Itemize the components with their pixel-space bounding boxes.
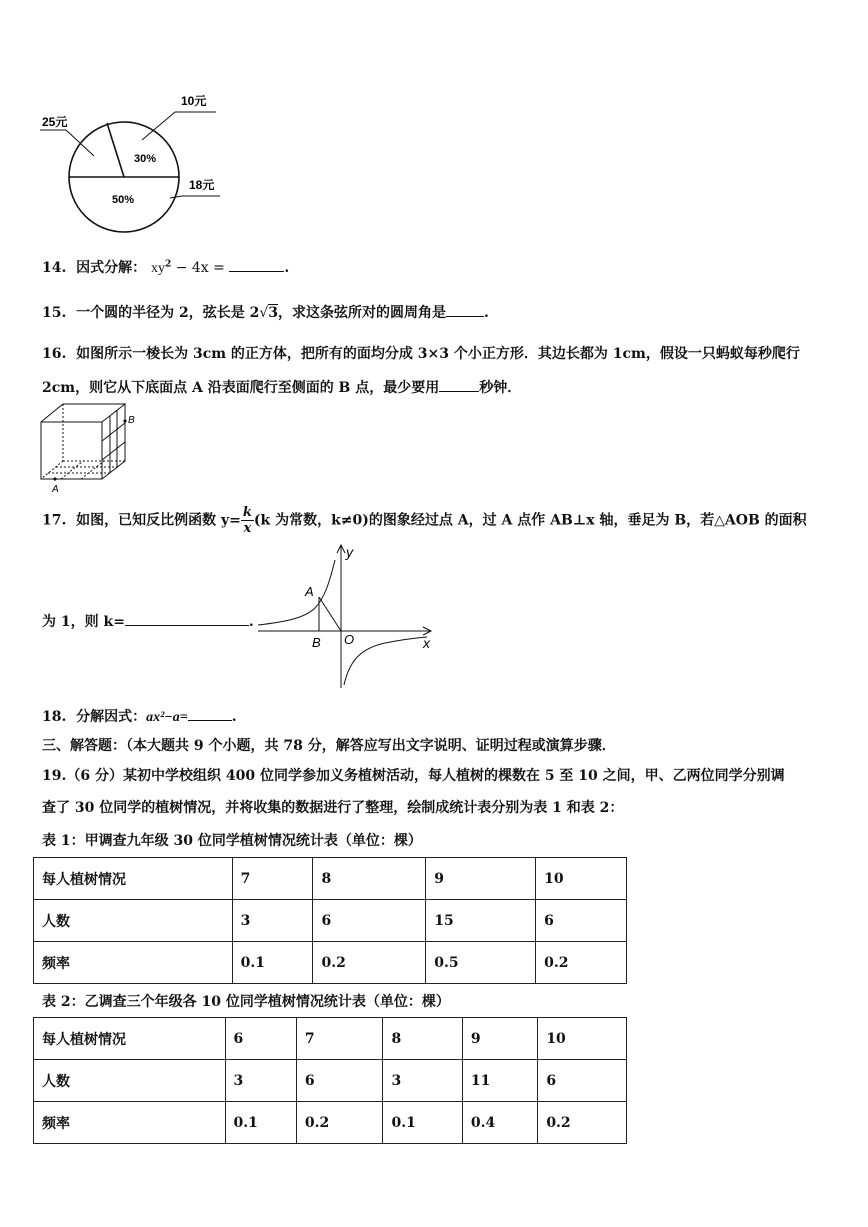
cube-point-b bbox=[123, 419, 126, 422]
label-y: y bbox=[346, 544, 353, 560]
question-16-line-1 bbox=[42, 343, 800, 363]
q17-line2-b: . bbox=[248, 614, 254, 630]
table-1 bbox=[33, 857, 627, 984]
q17-fraction bbox=[241, 505, 254, 536]
hyperbola-figure bbox=[255, 540, 440, 690]
q15-text-a: 一个圆的半径为 2，弦长是 2 bbox=[76, 305, 260, 321]
q17-number: 17. bbox=[42, 512, 67, 529]
q16-line2-a: 2cm，则它从下底面点 A 沿表面爬行至侧面的 B 点，最少要用 bbox=[42, 380, 440, 396]
q15-end: . bbox=[484, 305, 489, 321]
table-2-caption: 表 2：乙调查三个年级各 10 位同学植树情况统计表（单位：棵） bbox=[42, 994, 450, 1010]
table-cell: 6 bbox=[313, 900, 426, 942]
table-cell: 3 bbox=[232, 900, 313, 942]
q15-answer-blank[interactable] bbox=[446, 302, 484, 317]
question-17-line-2 bbox=[42, 611, 254, 631]
hyperbola-branch-left bbox=[258, 560, 335, 625]
table-cell: 6 bbox=[536, 900, 627, 942]
cube-hidden-depth bbox=[41, 461, 63, 479]
table-cell: 0.2 bbox=[296, 1102, 383, 1144]
table-cell: 0.2 bbox=[538, 1102, 627, 1144]
leader-10 bbox=[142, 112, 175, 140]
table-cell: 6 bbox=[225, 1018, 296, 1060]
table-cell: 3 bbox=[225, 1060, 296, 1102]
question-18 bbox=[42, 706, 237, 726]
segment-ao bbox=[319, 597, 341, 631]
q17-answer-blank[interactable] bbox=[125, 611, 249, 626]
table-cell: 0.2 bbox=[313, 942, 426, 984]
q16-answer-blank[interactable] bbox=[439, 377, 479, 392]
table-row bbox=[34, 1060, 627, 1102]
pie-pct-30: 30% bbox=[134, 153, 157, 165]
table-row bbox=[34, 1018, 627, 1060]
label-b: B bbox=[312, 635, 321, 650]
table-cell: 0.5 bbox=[426, 942, 536, 984]
q18-expr: ax²−a= bbox=[146, 710, 188, 725]
section-3-heading: 三、解答题：（本大题共 9 个小题，共 78 分，解答应写出文字说明、证明过程或演算步骤． bbox=[42, 738, 616, 754]
table-1-caption: 表 1：甲调查九年级 30 位同学植树情况统计表（单位：棵） bbox=[42, 833, 422, 849]
q17-text-b: (k 为常数，k≠0)的图象经过点 A，过 A 点作 AB⊥x 轴，垂足为 B，若△AOB 的面积 bbox=[253, 512, 807, 529]
q15-text-b: ，求这条弦所对的圆周角是 bbox=[278, 305, 447, 321]
q17-text-a: 如图，已知反比例函数 y= bbox=[76, 512, 241, 529]
table-row bbox=[34, 1102, 627, 1144]
table-cell: 0.1 bbox=[383, 1102, 462, 1144]
question-14 bbox=[42, 257, 289, 277]
table-cell: 频率 bbox=[34, 942, 233, 984]
table-2 bbox=[33, 1017, 627, 1144]
q15-sqrt: 3 bbox=[268, 305, 279, 321]
table-cell: 6 bbox=[296, 1060, 383, 1102]
q14-number: 14. bbox=[42, 260, 67, 276]
q14-expr-a: xy bbox=[150, 261, 165, 276]
question-17-line-1 bbox=[42, 505, 807, 536]
question-16-line-2 bbox=[42, 377, 521, 397]
question-19-line-2: 查了 30 位同学的植树情况，并将收集的数据进行了整理，绘制成统计表分别为表 1 和表 2： bbox=[42, 800, 624, 816]
question-15 bbox=[42, 302, 489, 322]
pie-pct-50: 50% bbox=[112, 194, 135, 206]
cube-top-edges bbox=[41, 404, 125, 422]
q14-answer-blank[interactable] bbox=[229, 257, 284, 272]
table-row bbox=[34, 858, 627, 900]
pie-chart-figure bbox=[30, 88, 230, 238]
q14-expr-b: − 4x = bbox=[171, 260, 230, 276]
q18-answer-blank[interactable] bbox=[188, 706, 232, 721]
q18-number: 18. bbox=[42, 709, 67, 725]
table-cell: 每人植树情况 bbox=[34, 1018, 226, 1060]
table-cell: 0.4 bbox=[462, 1102, 537, 1144]
cube-point-a bbox=[53, 477, 56, 480]
table-cell: 6 bbox=[538, 1060, 627, 1102]
table-cell: 频率 bbox=[34, 1102, 226, 1144]
pie-label-25: 25元 bbox=[42, 115, 68, 129]
q17-line2-a: 为 1，则 k= bbox=[42, 614, 125, 630]
table-cell: 8 bbox=[383, 1018, 462, 1060]
table-cell: 0.1 bbox=[225, 1102, 296, 1144]
table-cell: 11 bbox=[462, 1060, 537, 1102]
table-cell: 10 bbox=[538, 1018, 627, 1060]
q16-line2-b: 秒钟． bbox=[479, 380, 522, 396]
pie-label-18: 18元 bbox=[189, 178, 215, 192]
table-cell: 15 bbox=[426, 900, 536, 942]
label-x: x bbox=[423, 635, 430, 651]
pie-label-10: 10元 bbox=[181, 94, 207, 108]
cube-label-a: A bbox=[52, 484, 59, 495]
q18-end: . bbox=[231, 709, 237, 725]
table-cell: 3 bbox=[383, 1060, 462, 1102]
label-a: A bbox=[305, 584, 314, 599]
table-cell: 9 bbox=[426, 858, 536, 900]
table-row bbox=[34, 900, 627, 942]
q17-frac-den: x bbox=[243, 521, 252, 536]
q18-text: 分解因式： bbox=[76, 709, 147, 725]
table-cell: 每人植树情况 bbox=[34, 858, 233, 900]
q16-line1: 如图所示一棱长为 3cm 的正方体，把所有的面均分成 3×3 个小正方形．其边长都为 1cm，假设一只蚂蚁每秒爬行 bbox=[76, 346, 800, 362]
table-cell: 7 bbox=[296, 1018, 383, 1060]
table-cell: 0.1 bbox=[232, 942, 313, 984]
table-row bbox=[34, 942, 627, 984]
cube-figure bbox=[34, 400, 144, 495]
table-cell: 人数 bbox=[34, 1060, 226, 1102]
table-cell: 9 bbox=[462, 1018, 537, 1060]
table-cell: 7 bbox=[232, 858, 313, 900]
table-cell: 人数 bbox=[34, 900, 233, 942]
q14-exp: 2 bbox=[164, 259, 172, 270]
table-cell: 0.2 bbox=[536, 942, 627, 984]
q17-frac-num: k bbox=[242, 505, 252, 520]
table-cell: 8 bbox=[313, 858, 426, 900]
pie-radius bbox=[107, 123, 124, 177]
cube-label-b: B bbox=[128, 415, 135, 426]
sqrt-icon: √ bbox=[259, 305, 269, 321]
q14-text: 因式分解： bbox=[76, 260, 147, 276]
q14-end: . bbox=[284, 260, 290, 276]
table-cell: 10 bbox=[536, 858, 627, 900]
question-19-line-1: 19.（6 分）某初中学校组织 400 位同学参加义务植树活动，每人植树的棵数在 5 至 10 之间，甲、乙两位同学分别调 bbox=[42, 768, 785, 784]
q15-number: 15. bbox=[42, 305, 67, 321]
q16-number: 16. bbox=[42, 346, 67, 362]
cube-right-edges bbox=[102, 404, 125, 479]
hyperbola-branch-right bbox=[344, 637, 427, 685]
label-o: O bbox=[344, 632, 355, 647]
